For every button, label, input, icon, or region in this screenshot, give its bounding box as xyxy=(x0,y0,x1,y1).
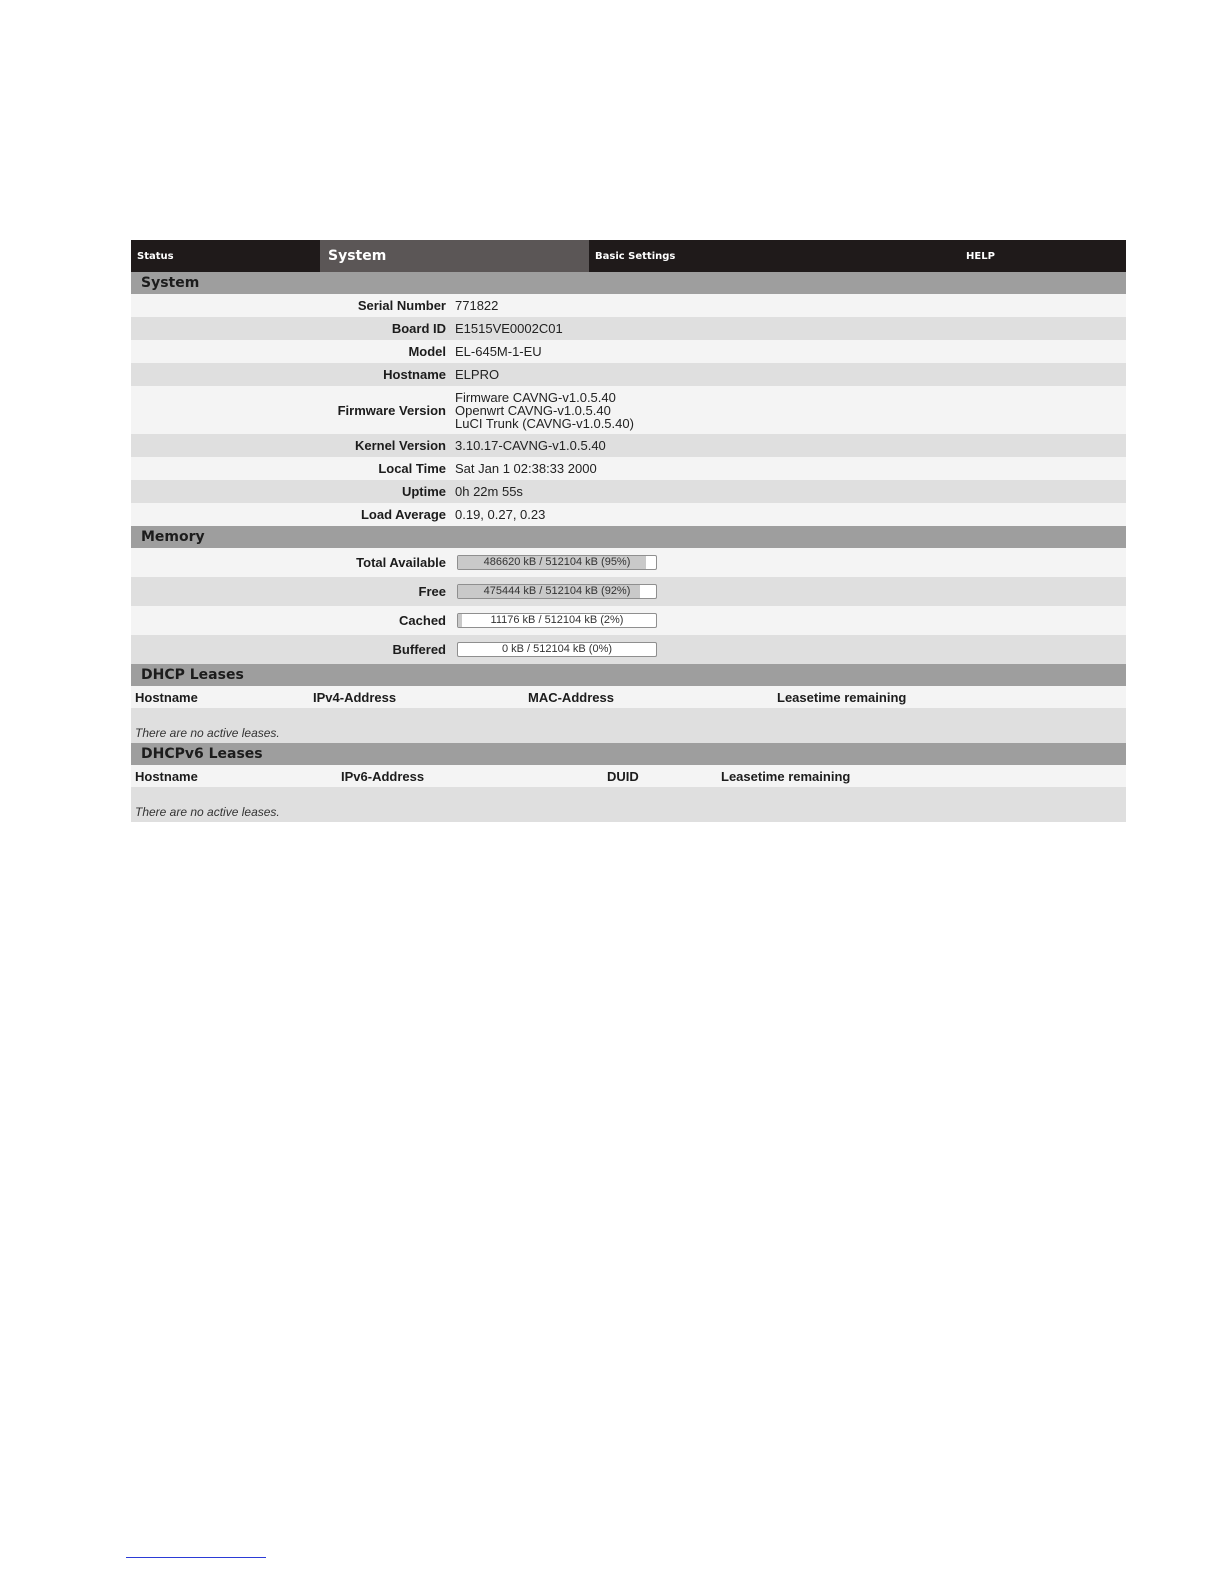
local-time-label: Local Time xyxy=(378,461,446,476)
kernel-value: 3.10.17-CAVNG-v1.0.5.40 xyxy=(455,438,606,453)
nav-system[interactable]: System xyxy=(320,240,589,272)
top-nav xyxy=(131,240,1126,272)
load-average-label: Load Average xyxy=(360,507,446,522)
cached-value xyxy=(455,613,1126,628)
nav-status[interactable]: Status xyxy=(137,250,174,262)
model-value: EL-645M-1-EU xyxy=(455,344,542,359)
buffered-text: 0 kB / 512104 kB (0%) xyxy=(501,643,613,655)
dhcpv6-col-duid: DUID xyxy=(607,768,639,784)
buffered-bar xyxy=(457,642,657,657)
dhcp-col-mac: MAC-Address xyxy=(528,689,614,705)
total-available-text: 486620 kB / 512104 kB (95%) xyxy=(483,556,631,568)
uptime-value: 0h 22m 55s xyxy=(455,484,523,499)
memory-table xyxy=(131,548,1126,664)
free-bar xyxy=(457,584,657,599)
firmware-label: Firmware Version xyxy=(337,402,446,418)
firmware-row xyxy=(131,386,1126,434)
kernel-label: Kernel Version xyxy=(354,438,446,453)
system-section-header: System xyxy=(131,272,1126,294)
free-value xyxy=(455,584,1126,599)
dhcp-col-leasetime: Leasetime remaining xyxy=(777,689,907,705)
total-available-bar xyxy=(457,555,657,570)
free-label: Free xyxy=(418,584,446,599)
dhcpv6-section-header: DHCPv6 Leases xyxy=(131,743,1126,765)
dhcpv6-table-header xyxy=(131,765,1126,787)
kernel-row xyxy=(131,434,1126,457)
cached-label: Cached xyxy=(399,613,446,628)
memory-section-header: Memory xyxy=(131,526,1126,548)
load-average-value: 0.19, 0.27, 0.23 xyxy=(455,507,546,522)
uptime-label: Uptime xyxy=(401,484,446,499)
model-label: Model xyxy=(408,344,446,359)
dhcpv6-col-ipv6: IPv6-Address xyxy=(341,768,425,784)
dhcpv6-empty-message: There are no active leases. xyxy=(131,787,1126,822)
dhcp-empty-message: There are no active leases. xyxy=(131,708,1126,743)
serial-row xyxy=(131,294,1126,317)
buffered-label: Buffered xyxy=(392,642,446,657)
free-text: 475444 kB / 512104 kB (92%) xyxy=(483,585,631,597)
system-table xyxy=(131,294,1126,526)
hostname-value: ELPRO xyxy=(455,367,500,382)
hostname-label: Hostname xyxy=(383,367,446,382)
dhcpv6-col-leasetime: Leasetime remaining xyxy=(721,768,851,784)
total-available-label: Total Available xyxy=(356,555,446,570)
model-row xyxy=(131,340,1126,363)
luci-line: LuCI Trunk (CAVNG-v1.0.5.40) xyxy=(455,415,634,431)
dhcp-section-header: DHCP Leases xyxy=(131,664,1126,686)
local-time-value: Sat Jan 1 02:38:33 2000 xyxy=(455,461,597,476)
status-panel xyxy=(131,240,1126,822)
nav-basic-settings[interactable]: Basic Settings xyxy=(595,250,676,262)
cached-bar xyxy=(457,613,657,628)
cached-row xyxy=(131,606,1126,635)
buffered-value xyxy=(455,642,1126,657)
dhcp-table-header xyxy=(131,686,1126,708)
free-row xyxy=(131,577,1126,606)
total-available-value xyxy=(455,555,1126,570)
dhcp-col-hostname: Hostname xyxy=(135,689,198,705)
openwrt-line: Openwrt CAVNG-v1.0.5.40 xyxy=(455,402,611,418)
dhcp-col-ipv4: IPv4-Address xyxy=(313,689,397,705)
dhcpv6-col-hostname: Hostname xyxy=(135,768,198,784)
footer-link-underline xyxy=(126,1557,266,1558)
hostname-row xyxy=(131,363,1126,386)
serial-value: 771822 xyxy=(455,298,499,313)
buffered-row xyxy=(131,635,1126,664)
cached-text: 11176 kB / 512104 kB (2%) xyxy=(490,614,624,626)
serial-label: Serial Number xyxy=(357,298,446,313)
board-row xyxy=(131,317,1126,340)
total-available-row xyxy=(131,548,1126,577)
nav-help[interactable]: HELP xyxy=(966,250,995,262)
board-label: Board ID xyxy=(391,321,446,336)
local-time-row xyxy=(131,457,1126,480)
firmware-value xyxy=(455,391,1126,430)
load-average-row xyxy=(131,503,1126,526)
board-value: E1515VE0002C01 xyxy=(455,321,563,336)
uptime-row xyxy=(131,480,1126,503)
firmware-line: Firmware CAVNG-v1.0.5.40 xyxy=(455,389,616,405)
